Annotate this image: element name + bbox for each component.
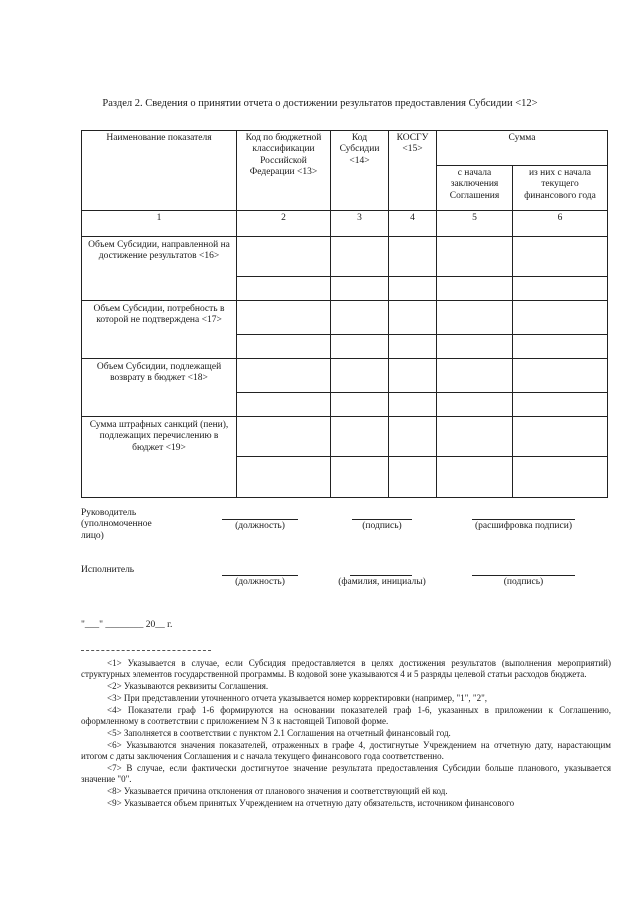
table-cell[interactable] (237, 359, 331, 393)
table-cell[interactable] (237, 301, 331, 335)
table-cell[interactable] (437, 393, 513, 417)
head-signature-caption: (подпись) (362, 521, 402, 531)
header-kosgu: КОСГУ <15> (389, 131, 437, 211)
col-number-2: 2 (237, 211, 331, 237)
executor-label: Исполнитель (81, 565, 135, 575)
table-cell[interactable] (331, 301, 389, 335)
table-cell[interactable] (389, 335, 437, 359)
table-cell[interactable] (237, 277, 331, 301)
head-label: Руководитель (уполномоченное лицо) (81, 508, 152, 541)
footnote-9: <9> Указывается объем принятых Учреждением на отчетную дату обязательств, источником финансового (107, 797, 515, 808)
header-row-1 (82, 131, 608, 166)
executor-position-line[interactable] (222, 575, 298, 576)
date-line: "___" ________ 20__ г. (81, 620, 173, 630)
table-cell[interactable] (513, 301, 608, 335)
header-budget-code: Код по бюджетной классификации Российской Федерации <13> (237, 131, 331, 211)
footnote-5: <5> Заполняется в соответствии с пунктом 2.1 Соглашения на отчетный финансовый год. (107, 727, 451, 738)
table-cell[interactable] (237, 417, 331, 457)
footnote-7: <7> В случае, если фактически достигнутое значение результата предоставления Субсидии больше планового, указывается значение "0". (81, 762, 611, 784)
table-cell[interactable] (437, 335, 513, 359)
table-cell[interactable] (513, 393, 608, 417)
col-number-6: 6 (513, 211, 608, 237)
table-cell[interactable] (437, 277, 513, 301)
table-cell[interactable] (437, 359, 513, 393)
row-label-return: Объем Субсидии, подлежащей возврату в бюджет <18> (82, 359, 237, 417)
table-cell[interactable] (513, 335, 608, 359)
table-cell[interactable] (513, 417, 608, 457)
table-cell[interactable] (331, 277, 389, 301)
executor-signature-line[interactable] (472, 575, 575, 576)
table-cell[interactable] (389, 393, 437, 417)
table-cell[interactable] (437, 301, 513, 335)
table-cell[interactable] (389, 277, 437, 301)
table-cell[interactable] (389, 301, 437, 335)
subsidy-report-table (81, 130, 608, 498)
table-cell[interactable] (513, 457, 608, 498)
section-title: Раздел 2. Сведения о принятии отчета о достижении результатов предоставления Субсидии <12> (102, 98, 538, 109)
table-cell[interactable] (513, 277, 608, 301)
header-since-agreement: с начала заключения Соглашения (437, 166, 513, 211)
col-number-5: 5 (437, 211, 513, 237)
header-sum: Сумма (437, 131, 608, 166)
table-cell[interactable] (331, 237, 389, 277)
table-cell[interactable] (513, 237, 608, 277)
executor-name-line[interactable] (350, 575, 412, 576)
col-number-1: 1 (82, 211, 237, 237)
footnote-8: <8> Указывается причина отклонения от планового значения и соответствующий ей код. (107, 785, 448, 796)
header-subsidy-code: Код Субсидии <14> (331, 131, 389, 211)
table-cell[interactable] (331, 335, 389, 359)
col-number-4: 4 (389, 211, 437, 237)
table-cell[interactable] (513, 359, 608, 393)
table-cell[interactable] (237, 237, 331, 277)
executor-name-caption: (фамилия, инициалы) (338, 577, 426, 587)
table-cell[interactable] (331, 359, 389, 393)
table-cell[interactable] (237, 335, 331, 359)
table-cell[interactable] (437, 417, 513, 457)
head-signature-line[interactable] (352, 519, 412, 520)
table-cell[interactable] (437, 457, 513, 498)
table-row (82, 359, 608, 393)
head-position-line[interactable] (222, 519, 298, 520)
table-cell[interactable] (389, 417, 437, 457)
footnote-2: <2> Указываются реквизиты Соглашения. (107, 680, 269, 691)
table-cell[interactable] (237, 457, 331, 498)
footnote-separator (81, 650, 211, 651)
table-row (82, 301, 608, 335)
table-cell[interactable] (389, 237, 437, 277)
row-label-unconfirmed: Объем Субсидии, потребность в которой не подтверждена <17> (82, 301, 237, 359)
table-cell[interactable] (389, 457, 437, 498)
footnote-4: <4> Показатели граф 1-6 формируются на основании показателей граф 1-6, указанных в приложении к Соглашению, оформленному в соответствии с приложением N 3 к настоящей Типовой форме. (81, 704, 611, 726)
executor-position-caption: (должность) (235, 577, 285, 587)
column-numbers-row (82, 211, 608, 237)
row-label-directed: Объем Субсидии, направленной на достижение результатов <16> (82, 237, 237, 301)
footnote-3: <3> При представлении уточненного отчета указывается номер корректировки (например, "1", "2", (107, 692, 488, 703)
table-cell[interactable] (437, 237, 513, 277)
executor-signature-caption: (подпись) (503, 577, 544, 587)
row-label-penalties: Сумма штрафных санкций (пени), подлежащих перечислению в бюджет <19> (82, 417, 237, 498)
table-cell[interactable] (331, 393, 389, 417)
table-cell[interactable] (331, 457, 389, 498)
table-cell[interactable] (389, 359, 437, 393)
col-number-3: 3 (331, 211, 389, 237)
footnote-6: <6> Указываются значения показателей, отраженных в графе 4, достигнутые Учреждением на отчетную дату, нарастающим итогом с даты заключения Соглашения и с начала текущего финансового года соответственно. (81, 739, 611, 761)
table-row (82, 417, 608, 457)
head-decoding-caption: (расшифровка подписи) (475, 521, 572, 531)
table-cell[interactable] (331, 417, 389, 457)
head-position-caption: (должность) (235, 521, 285, 531)
table-row (82, 237, 608, 277)
header-since-year: из них с начала текущего финансового года (513, 166, 608, 211)
table-cell[interactable] (237, 393, 331, 417)
footnote-1: <1> Указывается в случае, если Субсидия предоставляется в целях достижения результатов (выполнения мероприятий) структурных элементов государственной программы. В кодовой зоне указываются 4 и 5 разряды целевой статьи расходов бюджета. (81, 658, 611, 679)
footnotes (81, 658, 611, 810)
head-decoding-line[interactable] (472, 519, 575, 520)
header-indicator: Наименование показателя (82, 131, 237, 211)
